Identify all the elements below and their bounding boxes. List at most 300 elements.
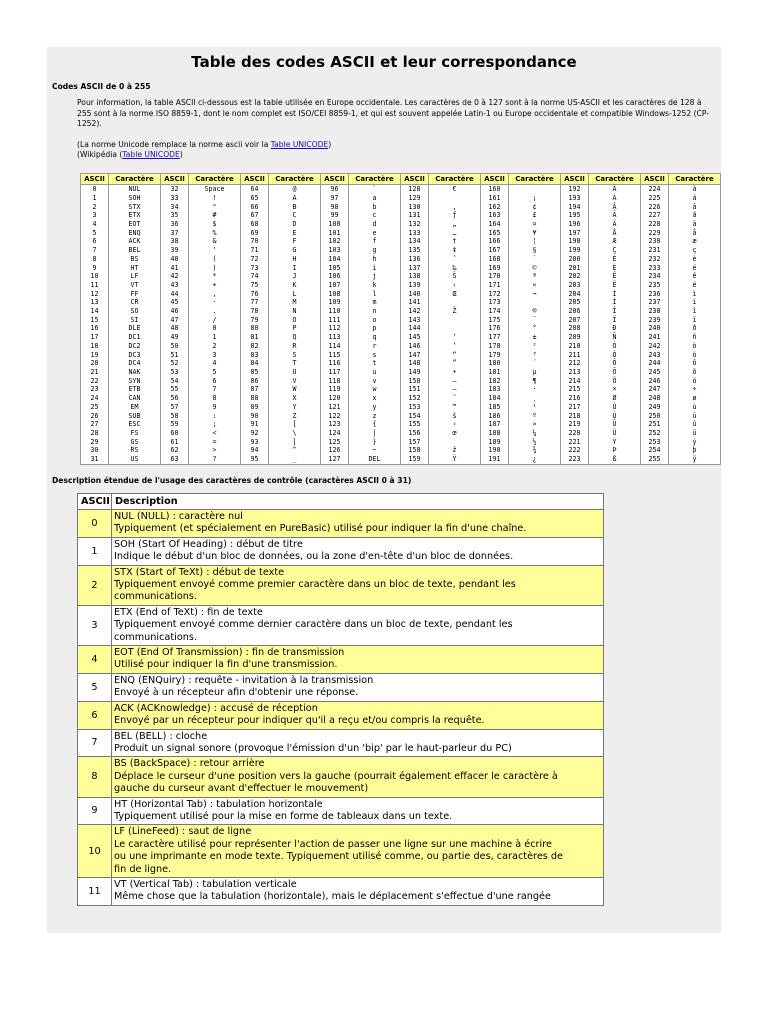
ascii-char-cell: EM <box>109 403 161 412</box>
ascii-char-cell: } <box>349 437 401 446</box>
ascii-char-cell: ¢ <box>509 202 561 211</box>
ascii-char-cell: ý <box>669 437 721 446</box>
ascii-code-cell: 228 <box>641 220 669 229</box>
ascii-code-cell: 24 <box>81 394 109 403</box>
ascii-char-cell: DC4 <box>109 359 161 368</box>
ascii-code-cell: 23 <box>81 385 109 394</box>
ascii-char-cell: - <box>189 298 241 307</box>
unicode-table-link[interactable]: Table UNICODE <box>270 140 329 149</box>
ascii-char-cell: ô <box>669 359 721 368</box>
ascii-char-cell: „ <box>429 220 481 229</box>
control-code-cell: 10 <box>78 825 112 878</box>
ascii-code-cell: 110 <box>321 307 349 316</box>
ascii-code-cell: 189 <box>481 437 509 446</box>
ascii-char-cell: È <box>589 255 641 264</box>
control-row <box>78 605 604 645</box>
ascii-char-cell: ™ <box>429 403 481 412</box>
ascii-code-cell: 210 <box>561 342 589 351</box>
ascii-row <box>81 255 721 264</box>
ascii-char-cell: Z <box>269 411 321 420</box>
ascii-code-cell: 44 <box>161 289 189 298</box>
ascii-code-cell: 227 <box>641 211 669 220</box>
ascii-char-cell: 4 <box>189 359 241 368</box>
ascii-char-cell: z <box>349 411 401 420</box>
control-header-description: Description <box>112 494 604 510</box>
ascii-code-cell: 233 <box>641 263 669 272</box>
ascii-code-cell: 108 <box>321 289 349 298</box>
ascii-code-cell: 237 <box>641 298 669 307</box>
ascii-char-cell: © <box>509 263 561 272</box>
ascii-code-cell: 195 <box>561 211 589 220</box>
ascii-char-cell: µ <box>509 368 561 377</box>
control-characters-table <box>77 493 604 906</box>
control-description-line: Typiquement envoyé comme dernier caractère dans un bloc de texte, pendant les <box>114 619 513 631</box>
ascii-code-cell: 74 <box>241 272 269 281</box>
control-description-line: Indique le début d'un bloc de données, ou la zone d'en-tête d'un bloc de données. <box>114 551 514 563</box>
control-code-cell: 1 <box>78 537 112 565</box>
ascii-code-cell: 235 <box>641 281 669 290</box>
ascii-char-cell: 2 <box>189 342 241 351</box>
ascii-char-cell: u <box>349 368 401 377</box>
ascii-header-code: ASCII <box>81 174 109 185</box>
ascii-char-cell: g <box>349 246 401 255</box>
ascii-code-cell: 218 <box>561 411 589 420</box>
ascii-char-cell: ¾ <box>509 446 561 455</box>
ascii-char-cell: … <box>429 229 481 238</box>
control-description-cell <box>112 646 604 674</box>
ascii-char-cell: @ <box>269 185 321 194</box>
control-row <box>78 673 604 701</box>
ascii-char-cell: Ú <box>589 411 641 420</box>
ascii-code-cell: 32 <box>161 185 189 194</box>
control-description-line: Le caractère utilisé pour représenter l'action de passer une ligne sur une machine à écrire <box>114 838 552 850</box>
wikipedia-unicode-link[interactable]: Table UNICODE <box>122 150 180 159</box>
ascii-row <box>81 429 721 438</box>
ascii-code-cell: 192 <box>561 185 589 194</box>
ascii-code-cell: 141 <box>401 298 429 307</box>
ascii-code-cell: 147 <box>401 350 429 359</box>
ascii-code-cell: 183 <box>481 385 509 394</box>
ascii-code-cell: 238 <box>641 307 669 316</box>
ascii-char-cell: Ø <box>589 394 641 403</box>
ascii-code-cell: 56 <box>161 394 189 403</box>
ascii-char-cell: á <box>669 194 721 203</box>
ascii-code-cell: 173 <box>481 298 509 307</box>
ascii-code-cell: 64 <box>241 185 269 194</box>
ascii-char-cell: ¼ <box>509 429 561 438</box>
ascii-row <box>81 411 721 420</box>
ascii-char-cell: § <box>509 246 561 255</box>
ascii-char-cell: ” <box>429 359 481 368</box>
ascii-code-cell: 243 <box>641 350 669 359</box>
ascii-code-cell: 135 <box>401 246 429 255</box>
ascii-char-cell: ÷ <box>669 385 721 394</box>
ascii-code-cell: 143 <box>401 316 429 325</box>
ascii-char-cell: Ù <box>589 403 641 412</box>
ascii-code-cell: 163 <box>481 211 509 220</box>
ascii-code-cell: 100 <box>321 220 349 229</box>
ascii-code-cell: 62 <box>161 446 189 455</box>
ascii-char-cell: SOH <box>109 194 161 203</box>
ascii-code-cell: 240 <box>641 324 669 333</box>
ascii-code-cell: 230 <box>641 237 669 246</box>
ascii-char-cell: ž <box>429 446 481 455</box>
ascii-char-cell: × <box>589 385 641 394</box>
ascii-row <box>81 385 721 394</box>
ascii-code-cell: 212 <box>561 359 589 368</box>
ascii-char-cell: S <box>269 350 321 359</box>
ascii-code-cell: 239 <box>641 316 669 325</box>
ascii-char-cell: X <box>269 394 321 403</box>
ascii-code-cell: 102 <box>321 237 349 246</box>
ascii-code-cell: 241 <box>641 333 669 342</box>
ascii-code-cell: 248 <box>641 394 669 403</box>
ascii-char-cell: c <box>349 211 401 220</box>
ascii-char-cell: > <box>189 446 241 455</box>
control-code-cell: 7 <box>78 729 112 757</box>
control-description-line: Produit un signal sonore (provoque l'émission d'un 'bip' par le haut-parleur du PC) <box>114 742 512 754</box>
ascii-char-cell: D <box>269 220 321 229</box>
ascii-code-cell: 217 <box>561 403 589 412</box>
ascii-code-cell: 46 <box>161 307 189 316</box>
ascii-char-cell: ; <box>189 420 241 429</box>
control-description-line: communications. <box>114 631 198 643</box>
ascii-code-cell: 85 <box>241 368 269 377</box>
ascii-char-cell: 8 <box>189 394 241 403</box>
ascii-code-cell: 105 <box>321 263 349 272</box>
ascii-char-cell: ± <box>509 333 561 342</box>
ascii-char-cell: Ò <box>589 342 641 351</box>
ascii-code-cell: 104 <box>321 255 349 264</box>
ascii-char-cell: ` <box>349 185 401 194</box>
control-code-cell: 2 <box>78 565 112 605</box>
wiki-note-suffix: ) <box>179 150 183 159</box>
control-name-line: BEL (BELL) : cloche <box>114 730 208 742</box>
ascii-code-cell: 92 <box>241 429 269 438</box>
ascii-char-cell: DC2 <box>109 342 161 351</box>
control-name-line: SOH (Start Of Heading) : début de titre <box>114 538 303 550</box>
ascii-header-code: ASCII <box>641 174 669 185</box>
ascii-code-cell: 118 <box>321 377 349 386</box>
ascii-char-cell: Ì <box>589 289 641 298</box>
ascii-char-cell: NAK <box>109 368 161 377</box>
ascii-code-cell: 252 <box>641 429 669 438</box>
ascii-char-cell: DLE <box>109 324 161 333</box>
ascii-code-cell: 83 <box>241 350 269 359</box>
control-description-line: Typiquement (et spécialement en PureBasic) utilisé pour indiquer la fin d'une chaîne. <box>114 523 527 535</box>
ascii-code-cell: 154 <box>401 411 429 420</box>
control-description-line: Envoyé par un récepteur pour indiquer qu'il a reçu et/ou compris la requête. <box>114 715 485 727</box>
ascii-header-code: ASCII <box>401 174 429 185</box>
ascii-code-cell: 174 <box>481 307 509 316</box>
ascii-code-cell: 198 <box>561 237 589 246</box>
control-code-cell: 9 <box>78 797 112 825</box>
ascii-code-cell: 148 <box>401 359 429 368</box>
ascii-char-cell: Ï <box>589 316 641 325</box>
ascii-char-cell: \ <box>269 429 321 438</box>
ascii-char-cell: ß <box>589 455 641 465</box>
ascii-row <box>81 211 721 220</box>
ascii-code-cell: 254 <box>641 446 669 455</box>
ascii-char-cell: • <box>429 368 481 377</box>
ascii-code-cell: 134 <box>401 237 429 246</box>
ascii-char-cell: Ë <box>589 281 641 290</box>
ascii-code-cell: 13 <box>81 298 109 307</box>
ascii-code-cell: 34 <box>161 202 189 211</box>
ascii-char-cell: b <box>349 202 401 211</box>
wiki-note-prefix: (Wikipédia ( <box>77 150 123 159</box>
ascii-code-cell: 224 <box>641 185 669 194</box>
ascii-code-cell: 186 <box>481 411 509 420</box>
ascii-code-cell: 36 <box>161 220 189 229</box>
ascii-char-cell: n <box>349 307 401 316</box>
ascii-code-cell: 66 <box>241 202 269 211</box>
ascii-char-cell: Á <box>589 194 641 203</box>
ascii-char-cell: – <box>429 377 481 386</box>
ascii-code-cell: 50 <box>161 342 189 351</box>
ascii-code-cell: 72 <box>241 255 269 264</box>
ascii-char-cell: ¬ <box>509 289 561 298</box>
ascii-code-cell: 221 <box>561 437 589 446</box>
ascii-code-cell: 1 <box>81 194 109 203</box>
unicode-note <box>77 140 712 151</box>
ascii-code-cell: 249 <box>641 403 669 412</box>
control-description-cell <box>112 877 604 905</box>
ascii-code-cell: 167 <box>481 246 509 255</box>
ascii-code-cell: 75 <box>241 281 269 290</box>
ascii-header-code: ASCII <box>481 174 509 185</box>
ascii-code-cell: 80 <box>241 324 269 333</box>
ascii-code-cell: 7 <box>81 246 109 255</box>
ascii-code-cell: 191 <box>481 455 509 465</box>
ascii-char-cell: J <box>269 272 321 281</box>
ascii-code-cell: 176 <box>481 324 509 333</box>
ascii-code-cell: 178 <box>481 342 509 351</box>
ascii-char-cell: ¨ <box>509 255 561 264</box>
ascii-char-cell: ¦ <box>509 237 561 246</box>
ascii-row <box>81 333 721 342</box>
control-description-line: Typiquement utilisé pour la mise en forme de tableaux dans un texte. <box>114 810 453 822</box>
ascii-code-cell: 95 <box>241 455 269 465</box>
ascii-char-cell: 7 <box>189 385 241 394</box>
ascii-char-cell: GS <box>109 437 161 446</box>
ascii-code-cell: 200 <box>561 255 589 264</box>
ascii-char-cell: HT <box>109 263 161 272</box>
ascii-code-cell: 12 <box>81 289 109 298</box>
control-name-line: BS (BackSpace) : retour arrière <box>114 758 265 770</box>
ascii-row <box>81 437 721 446</box>
ascii-table-header-row <box>81 174 721 185</box>
ascii-char-cell: Ç <box>589 246 641 255</box>
ascii-header-char: Caractère <box>509 174 561 185</box>
ascii-row <box>81 342 721 351</box>
ascii-char-cell: Ð <box>589 324 641 333</box>
ascii-char-cell: A <box>269 194 321 203</box>
ascii-code-cell: 207 <box>561 316 589 325</box>
ascii-char-cell: ð <box>669 324 721 333</box>
ascii-code-cell: 88 <box>241 394 269 403</box>
ascii-code-cell: 199 <box>561 246 589 255</box>
ascii-code-cell: 139 <box>401 281 429 290</box>
ascii-char-cell: Q <box>269 333 321 342</box>
ascii-char-cell: ¿ <box>509 455 561 465</box>
ascii-code-cell: 53 <box>161 368 189 377</box>
control-name-line: HT (Horizontal Tab) : tabulation horizontale <box>114 798 323 810</box>
ascii-code-cell: 6 <box>81 237 109 246</box>
ascii-char-cell: ˆ <box>429 255 481 264</box>
ascii-code-cell: 5 <box>81 229 109 238</box>
ascii-char-cell: _ <box>269 455 321 465</box>
control-name-line: STX (Start of TeXt) : début de texte <box>114 566 285 578</box>
ascii-char-cell: ú <box>669 411 721 420</box>
ascii-code-cell: 107 <box>321 281 349 290</box>
ascii-code-cell: 158 <box>401 446 429 455</box>
ascii-char-cell: Ö <box>589 377 641 386</box>
ascii-code-cell: 245 <box>641 368 669 377</box>
ascii-code-cell: 76 <box>241 289 269 298</box>
ascii-char-cell: v <box>349 377 401 386</box>
ascii-char-cell: CAN <box>109 394 161 403</box>
control-description-cell <box>112 701 604 729</box>
ascii-code-cell: 43 <box>161 281 189 290</box>
ascii-code-cell: 179 <box>481 350 509 359</box>
ascii-row <box>81 281 721 290</box>
ascii-row <box>81 229 721 238</box>
ascii-code-cell: 201 <box>561 263 589 272</box>
ascii-char-cell: W <box>269 385 321 394</box>
control-code-cell: 11 <box>78 877 112 905</box>
ascii-char-cell: f <box>349 237 401 246</box>
ascii-char-cell: õ <box>669 368 721 377</box>
ascii-code-cell: 77 <box>241 298 269 307</box>
ascii-code-cell: 214 <box>561 377 589 386</box>
ascii-char-cell: . <box>189 307 241 316</box>
ascii-char-cell: US <box>109 455 161 465</box>
ascii-code-cell: 157 <box>401 437 429 446</box>
ascii-code-cell: 190 <box>481 446 509 455</box>
control-name-line: EOT (End Of Transmission) : fin de transmission <box>114 647 345 659</box>
ascii-code-cell: 116 <box>321 359 349 368</box>
ascii-char-cell: “ <box>429 350 481 359</box>
ascii-char-cell: ¶ <box>509 377 561 386</box>
ascii-char-cell <box>429 298 481 307</box>
ascii-code-cell: 208 <box>561 324 589 333</box>
ascii-code-cell: 25 <box>81 403 109 412</box>
ascii-code-cell: 49 <box>161 333 189 342</box>
ascii-code-cell: 115 <box>321 350 349 359</box>
ascii-code-cell: 130 <box>401 202 429 211</box>
ascii-code-cell: 138 <box>401 272 429 281</box>
ascii-header-char: Caractère <box>189 174 241 185</box>
ascii-code-cell: 33 <box>161 194 189 203</box>
control-description-cell <box>112 537 604 565</box>
ascii-char-cell: 9 <box>189 403 241 412</box>
ascii-char-cell: q <box>349 333 401 342</box>
ascii-code-cell: 52 <box>161 359 189 368</box>
control-row <box>78 757 604 797</box>
ascii-code-cell: 113 <box>321 333 349 342</box>
ascii-code-cell: 109 <box>321 298 349 307</box>
control-row <box>78 797 604 825</box>
ascii-row <box>81 185 721 194</box>
ascii-code-cell: 19 <box>81 350 109 359</box>
ascii-code-cell: 209 <box>561 333 589 342</box>
ascii-code-cell: 84 <box>241 359 269 368</box>
ascii-code-cell: 79 <box>241 316 269 325</box>
ascii-code-cell: 202 <box>561 272 589 281</box>
ascii-char-cell: ' <box>189 246 241 255</box>
ascii-code-cell: 124 <box>321 429 349 438</box>
ascii-code-cell: 42 <box>161 272 189 281</box>
ascii-char-cell: Î <box>589 307 641 316</box>
ascii-code-cell: 18 <box>81 342 109 351</box>
control-description-cell <box>112 797 604 825</box>
control-description-cell <box>112 565 604 605</box>
ascii-code-cell: 106 <box>321 272 349 281</box>
ascii-code-cell: 142 <box>401 307 429 316</box>
ascii-header-char: Caractère <box>349 174 401 185</box>
ascii-code-cell: 63 <box>161 455 189 465</box>
ascii-code-cell: 55 <box>161 385 189 394</box>
ascii-char-cell <box>509 185 561 194</box>
ascii-char-cell: & <box>189 237 241 246</box>
ascii-char-cell: ! <box>189 194 241 203</box>
control-description-line: Envoyé à un récepteur afin d'obtenir une réponse. <box>114 687 359 699</box>
control-description-line: Typiquement envoyé comme premier caractère dans un bloc de texte, pendant les <box>114 579 516 591</box>
control-row <box>78 729 604 757</box>
ascii-code-cell: 177 <box>481 333 509 342</box>
ascii-char-cell: ] <box>269 437 321 446</box>
ascii-code-cell: 140 <box>401 289 429 298</box>
ascii-char-cell: ˜ <box>429 394 481 403</box>
ascii-code-cell: 111 <box>321 316 349 325</box>
ascii-code-cell: 211 <box>561 350 589 359</box>
ascii-code-cell: 20 <box>81 359 109 368</box>
ascii-code-cell: 16 <box>81 324 109 333</box>
ascii-row <box>81 202 721 211</box>
ascii-char-cell: Ô <box>589 359 641 368</box>
ascii-code-cell: 223 <box>561 455 589 465</box>
ascii-char-cell: Â <box>589 202 641 211</box>
ascii-char-cell: ¤ <box>509 220 561 229</box>
ascii-code-cell: 58 <box>161 411 189 420</box>
ascii-row <box>81 194 721 203</box>
ascii-code-cell: 162 <box>481 202 509 211</box>
ascii-char-cell: 0 <box>189 324 241 333</box>
control-row <box>78 537 604 565</box>
ascii-char-cell: ( <box>189 255 241 264</box>
ascii-code-cell: 246 <box>641 377 669 386</box>
ascii-char-cell: | <box>349 429 401 438</box>
ascii-char-cell: L <box>269 289 321 298</box>
ascii-header-char: Caractère <box>269 174 321 185</box>
ascii-code-cell: 185 <box>481 403 509 412</box>
ascii-char-cell: C <box>269 211 321 220</box>
control-row <box>78 646 604 674</box>
ascii-char-cell: % <box>189 229 241 238</box>
ascii-char-cell: â <box>669 202 721 211</box>
ascii-code-cell: 225 <box>641 194 669 203</box>
ascii-code-cell: 37 <box>161 229 189 238</box>
ascii-code-cell: 78 <box>241 307 269 316</box>
ascii-char-cell: V <box>269 377 321 386</box>
ascii-char-cell: ¯ <box>509 316 561 325</box>
ascii-char-cell: ³ <box>509 350 561 359</box>
ascii-char-cell: B <box>269 202 321 211</box>
ascii-code-cell: 168 <box>481 255 509 264</box>
control-code-cell: 4 <box>78 646 112 674</box>
ascii-char-cell: i <box>349 263 401 272</box>
